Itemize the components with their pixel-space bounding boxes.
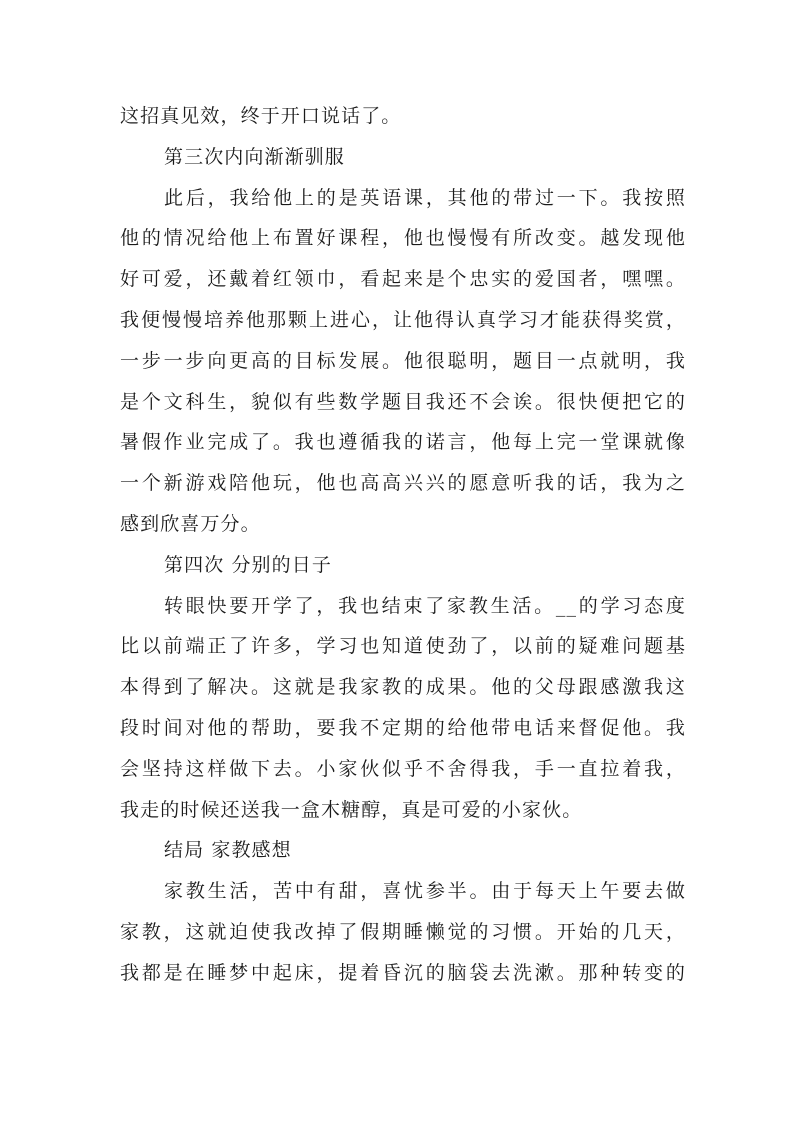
text-line: 我走的时候还送我一盒木糖醇，真是可爱的小家伙。 <box>120 798 583 821</box>
text-line: 我都是在睡梦中起床，提着昏沉的脑袋去洗漱。那种转变的 <box>120 961 686 984</box>
paragraph-first-line: 第四次 分别的日子 <box>164 553 332 576</box>
text-line: 这招真见效，终于开口说话了。 <box>120 105 402 127</box>
paragraph-first-line: 此后，我给他上的是英语课，其他的带过一下。我按照 <box>164 186 686 209</box>
paragraph-first-line: 转眼快要开学了，我也结束了家教生活。__的学习态度 <box>164 594 686 617</box>
document-page <box>120 96 686 994</box>
text-line: 感到欣喜万分。 <box>120 512 261 535</box>
text-line: 他的情况给他上布置好课程，他也慢慢有所改变。越发现他 <box>120 227 686 250</box>
text-line: 暑假作业完成了。我也遵循我的诺言，他每上完一堂课就像 <box>120 431 686 454</box>
text-line: 是个文科生，貌似有些数学题目我还不会诶。很快便把它的 <box>120 390 686 413</box>
text-line: 家教，这就迫使我改掉了假期睡懒觉的习惯。开始的几天， <box>120 920 686 943</box>
text-line: 会坚持这样做下去。小家伙似乎不舍得我，手一直拉着我， <box>120 757 686 780</box>
paragraph-first-line: 第三次内向渐渐驯服 <box>164 145 345 168</box>
text-line: 我便慢慢培养他那颗上进心，让他得认真学习才能获得奖赏， <box>120 308 686 331</box>
paragraph-first-line: 家教生活，苦中有甜，喜忧参半。由于每天上午要去做 <box>164 880 686 903</box>
text-line: 一步一步向更高的目标发展。他很聪明，题目一点就明，我 <box>120 349 686 372</box>
text-line: 好可爱，还戴着红领巾，看起来是个忠实的爱国者，嘿嘿。 <box>120 268 686 291</box>
text-line: 比以前端正了许多，学习也知道使劲了，以前的疑难问题基 <box>120 635 686 658</box>
text-line: 一个新游戏陪他玩，他也高高兴兴的愿意听我的话，我为之 <box>120 472 686 495</box>
text-line: 段时间对他的帮助，要我不定期的给他带电话来督促他。我 <box>120 716 686 739</box>
paragraph-first-line: 结局 家教感想 <box>164 839 292 862</box>
text-line: 本得到了解决。这就是我家教的成果。他的父母跟感激我这 <box>120 676 686 699</box>
